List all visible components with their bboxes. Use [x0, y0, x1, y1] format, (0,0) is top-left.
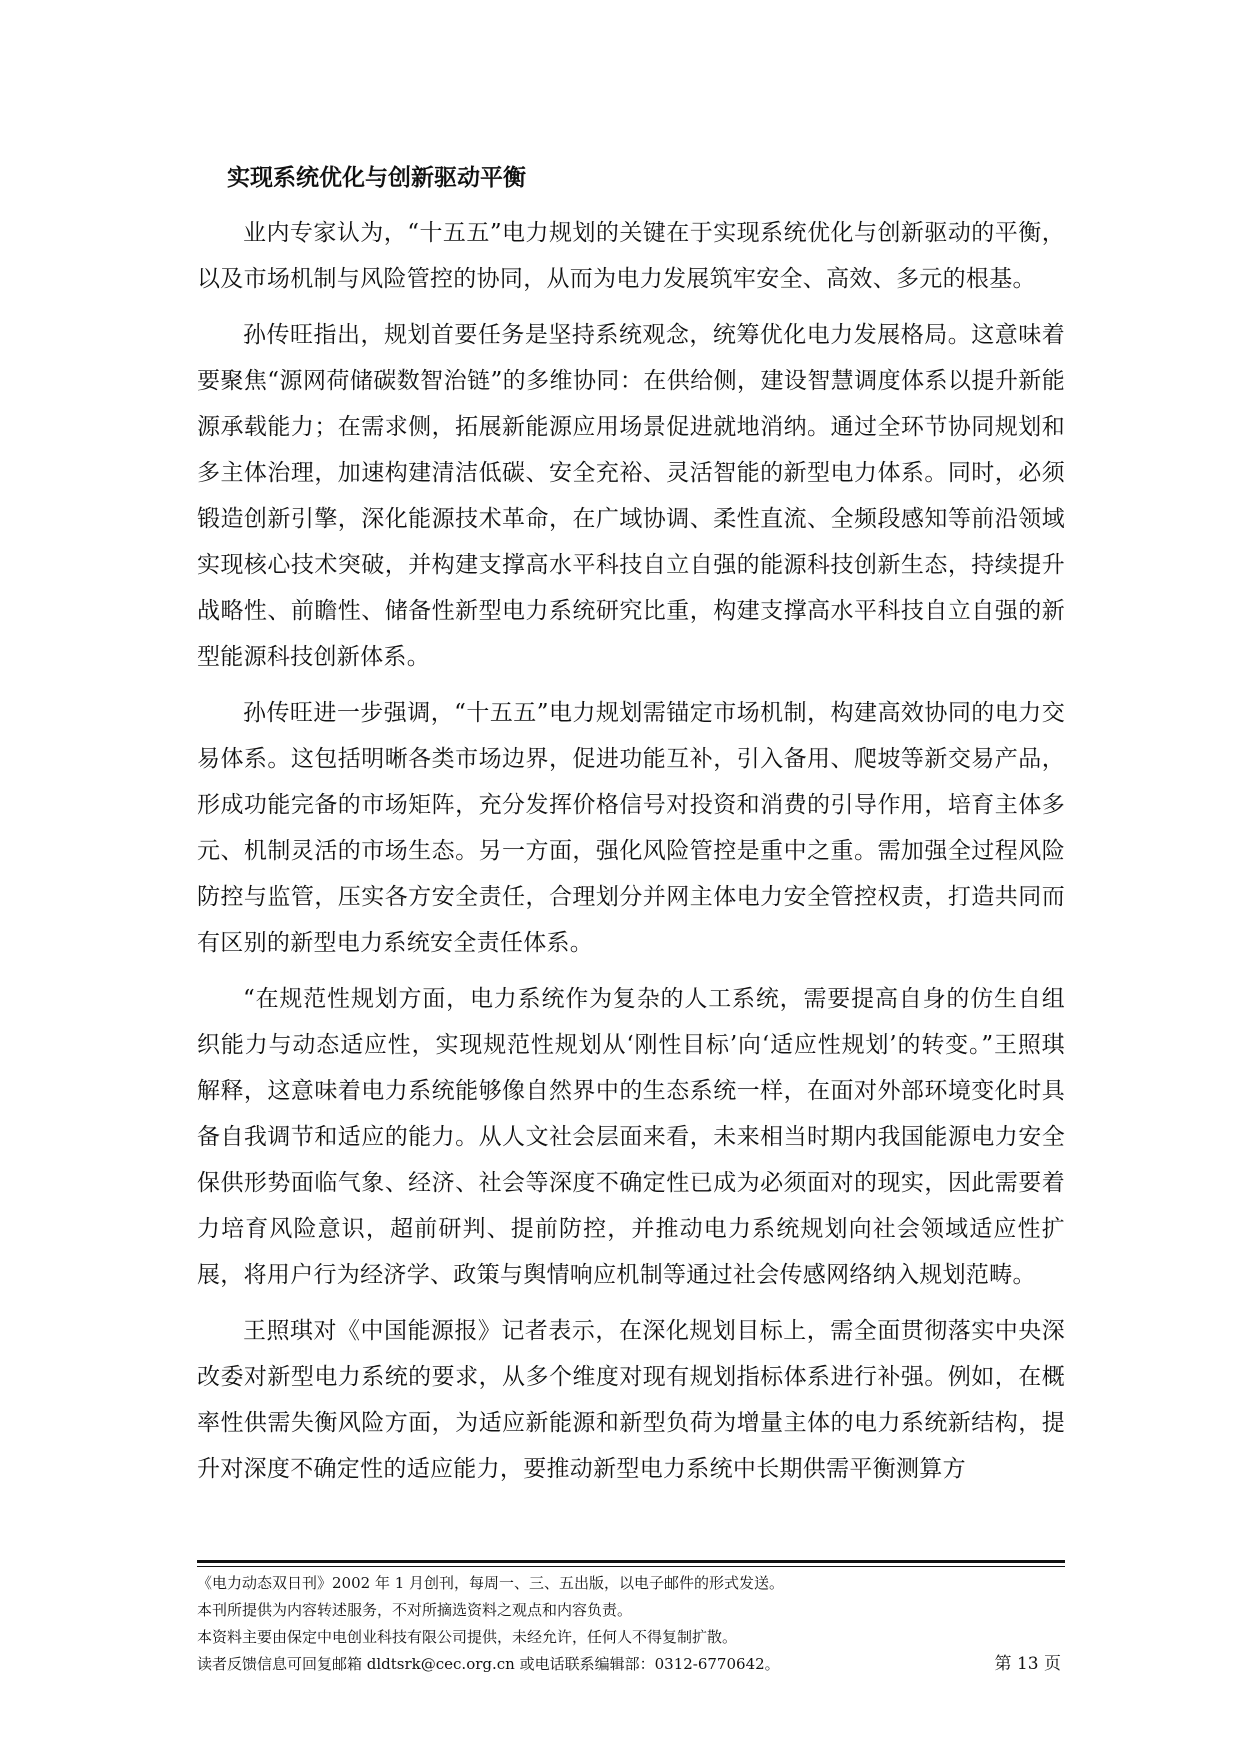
- footer-divider-thick: [197, 1560, 1065, 1563]
- paragraph: “在规范性规划方面，电力系统作为复杂的人工系统，需要提高自身的仿生自组织能力与动态适应性，实现规范性规划从‘刚性目标’向‘适应性规划’的转变。”王照琪解释，这意味着电力系统能够像自然界中的生态系统一样，在面对外部环境变化时具备自我调节和适应的能力。从人文社会层面来看，未来相当时期内我国能源电力安全保供形势面临气象、经济、社会等深度不确定性已成为必须面对的现实，因此需要着力培育风险意识，超前研判、提前防控，并推动电力系统规划向社会领域适应性扩展，将用户行为经济学、政策与舆情响应机制等通过社会传感网络纳入规划范畴。: [197, 986, 1065, 1288]
- paragraph: 业内专家认为，“十五五”电力规划的关键在于实现系统优化与创新驱动的平衡，以及市场机制与风险管控的协同，从而为电力发展筑牢安全、高效、多元的根基。: [197, 220, 1065, 292]
- article-body: [197, 158, 1065, 1502]
- paragraph: 王照琪对《中国能源报》记者表示，在深化规划目标上，需全面贯彻落实中央深改委对新型电力系统的要求，从多个维度对现有规划指标体系进行补强。例如，在概率性供需失衡风险方面，为适应新能源和新型负荷为增量主体的电力系统新结构，提升对深度不确定性的适应能力，要推动新型电力系统中长期供需平衡测算方: [197, 1318, 1065, 1482]
- paragraph: 孙传旺进一步强调，“十五五”电力规划需锚定市场机制，构建高效协同的电力交易体系。这包括明晰各类市场边界，促进功能互补，引入备用、爬坡等新交易产品，形成功能完备的市场矩阵，充分发挥价格信号对投资和消费的引导作用，培育主体多元、机制灵活的市场生态。另一方面，强化风险管控是重中之重。需加强全过程风险防控与监管，压实各方安全责任，合理划分并网主体电力安全管控权责，打造共同而有区别的新型电力系统安全责任体系。: [197, 700, 1065, 956]
- footer-publication-info: 《电力动态双日刊》2002 年 1 月创刊，每周一、三、五出版，以电子邮件的形式发送。: [197, 1574, 785, 1592]
- footer-contact-row: [197, 1651, 1065, 1678]
- page-footer: [197, 1570, 1065, 1678]
- page-number: 第 13 页: [994, 1654, 1061, 1674]
- footer-contact: 读者反馈信息可回复邮箱 dldtsrk@cec.org.cn 或电话联系编辑部：0312-6770642。: [197, 1655, 780, 1673]
- section-title: 实现系统优化与创新驱动平衡: [227, 164, 526, 191]
- footer-copyright: 本资料主要由保定中电创业科技有限公司提供，未经允许，任何人不得复制扩散。: [197, 1628, 738, 1646]
- footer-disclaimer: 本刊所提供为内容转述服务，不对所摘选资料之观点和内容负责。: [197, 1601, 633, 1619]
- footer-divider-thin: [197, 1566, 1065, 1567]
- paragraph: 孙传旺指出，规划首要任务是坚持系统观念，统筹优化电力发展格局。这意味着要聚焦“源网荷储碳数智治链”的多维协同：在供给侧，建设智慧调度体系以提升新能源承载能力；在需求侧，拓展新能源应用场景促进就地消纳。通过全环节协同规划和多主体治理，加速构建清洁低碳、安全充裕、灵活智能的新型电力体系。同时，必须锻造创新引擎，深化能源技术革命，在广域协调、柔性直流、全频段感知等前沿领域实现核心技术突破，并构建支撑高水平科技自立自强的能源科技创新生态，持续提升战略性、前瞻性、储备性新型电力系统研究比重，构建支撑高水平科技自立自强的新型能源科技创新体系。: [197, 322, 1065, 670]
